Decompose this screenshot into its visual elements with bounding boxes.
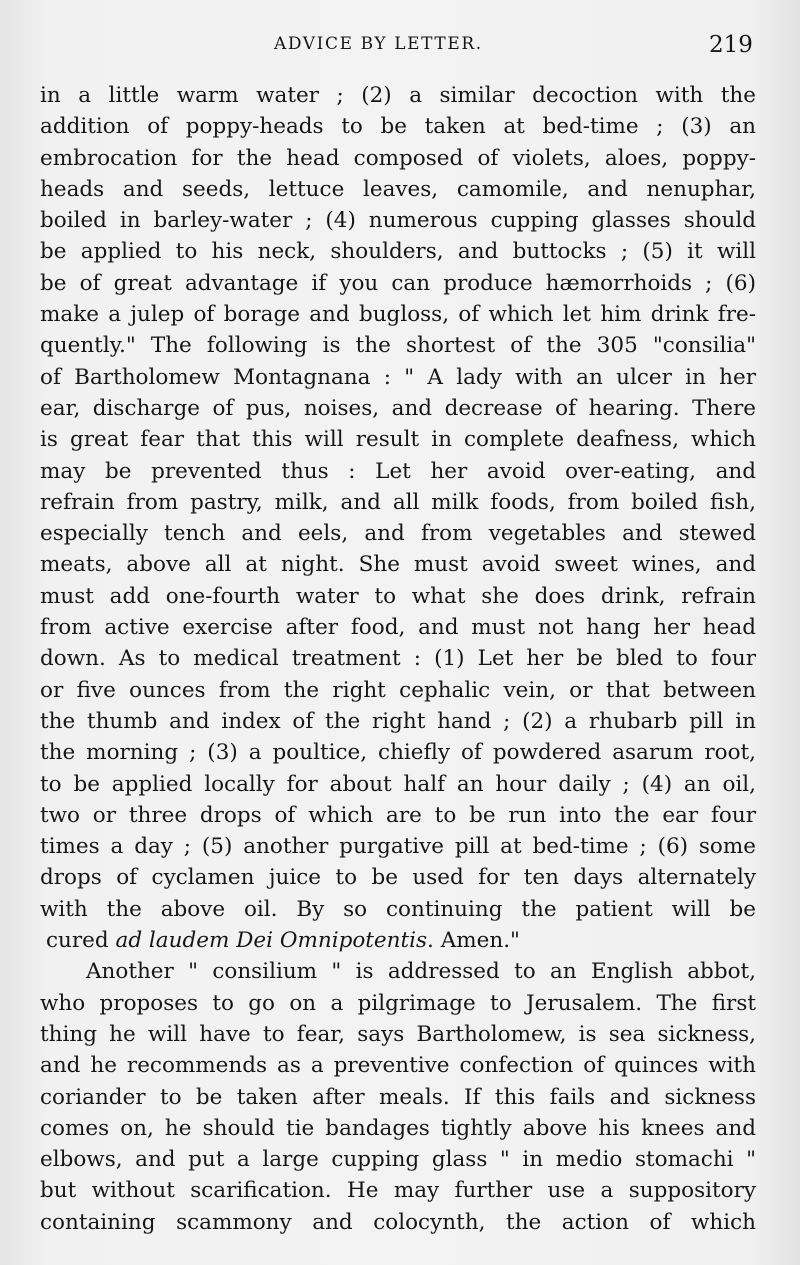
text-line: from active exercise after food, and must not hang her head — [40, 615, 756, 641]
text-line: elbows, and put a large cupping glass " in medio stomachi " — [40, 1147, 756, 1173]
text-line: but without scarification. He may further use a suppository — [40, 1178, 756, 1204]
paragraph-first-line: Another " consilium " is addressed to an English abbot, — [86, 959, 756, 985]
running-title: ADVICE BY LETTER. — [274, 34, 483, 54]
text-segment: . Amen." — [427, 928, 520, 954]
text-line: boiled in barley-water ; (4) numerous cupping glasses should — [40, 208, 756, 234]
text-line: drops of cyclamen juice to be used for ten days alternately — [40, 865, 756, 891]
text-line: coriander to be taken after meals. If this fails and sickness — [40, 1084, 756, 1110]
text-line: the thumb and index of the right hand ; (2) a rhubarb pill in — [40, 708, 756, 734]
text-line: in a little warm water ; (2) a similar decoction with the — [40, 83, 756, 108]
text-line-with-latin — [40, 925, 756, 956]
text-line: to be applied locally for about half an hour daily ; (4) an oil, — [40, 771, 756, 797]
text-line: down. As to medical treatment : (1) Let her be bled to four — [40, 646, 756, 672]
text-line: thing he will have to fear, says Bartholomew, is sea sickness, — [40, 1021, 756, 1047]
text-line: who proposes to go on a pilgrimage to Jerusalem. The first — [40, 990, 756, 1016]
text-line: with the above oil. By so continuing the patient will be — [40, 896, 756, 922]
text-line: make a julep of borage and bugloss, of which let him drink fre- — [40, 302, 756, 328]
text-line: embrocation for the head composed of violets, aloes, poppy- — [40, 145, 756, 171]
latin-phrase: ad laudem Dei Omnipotentis — [115, 928, 428, 954]
running-head — [0, 32, 800, 62]
text-line: be applied to his neck, shoulders, and buttocks ; (5) it will — [40, 239, 756, 265]
text-line: may be prevented thus : Let her avoid over-eating, and — [40, 458, 756, 484]
text-line: or five ounces from the right cephalic vein, or that between — [40, 677, 756, 703]
page-number: 219 — [709, 32, 753, 58]
text-line: containing scammony and colocynth, the action of which — [40, 1209, 756, 1235]
text-line: heads and seeds, lettuce leaves, camomile, and nenuphar, — [40, 176, 756, 202]
text-line: meats, above all at night. She must avoid sweet wines, and — [40, 552, 756, 578]
text-line: addition of poppy-heads to be taken at bed-time ; (3) an — [40, 114, 756, 140]
text-line: refrain from pastry, milk, and all milk foods, from boiled fish, — [40, 489, 756, 515]
text-segment: cured — [46, 928, 116, 954]
text-line: especially tench and eels, and from vegetables and stewed — [40, 521, 756, 547]
text-line: the morning ; (3) a poultice, chiefly of powdered asarum root, — [40, 740, 756, 766]
text-line: quently." The following is the shortest of the 305 "consilia" — [40, 333, 756, 359]
text-line: times a day ; (5) another purgative pill at bed-time ; (6) some — [40, 834, 756, 860]
text-line: must add one-fourth water to what she does drink, refrain — [40, 583, 756, 609]
text-line: and he recommends as a preventive confection of quinces with — [40, 1053, 756, 1079]
text-line: be of great advantage if you can produce hæmorrhoids ; (6) — [40, 270, 756, 296]
text-line: two or three drops of which are to be run into the ear four — [40, 802, 756, 828]
text-line: is great fear that this will result in complete deafness, which — [40, 427, 756, 453]
body-text — [40, 80, 756, 1238]
text-line: comes on, he should tie bandages tightly above his knees and — [40, 1115, 756, 1141]
text-line: of Bartholomew Montagnana : " A lady with an ulcer in her — [40, 364, 756, 390]
text-line: ear, discharge of pus, noises, and decrease of hearing. There — [40, 395, 756, 421]
